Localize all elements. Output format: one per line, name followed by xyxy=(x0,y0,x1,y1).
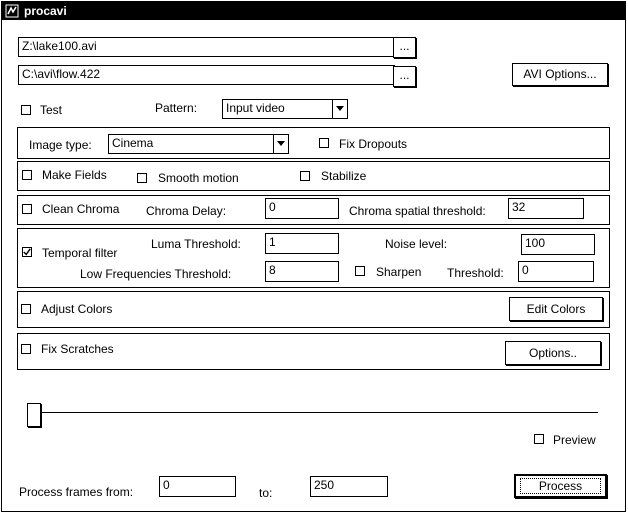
preview-checkbox[interactable] xyxy=(534,434,544,444)
noise-level-label: Noise level: xyxy=(385,237,448,251)
output-file-field[interactable]: C:\avi\flow.422 xyxy=(18,65,395,85)
process-from-field[interactable]: 0 xyxy=(159,476,236,497)
browse-input-button[interactable]: ... xyxy=(393,37,416,58)
app-icon xyxy=(5,4,19,18)
pattern-value: Input video xyxy=(226,101,285,115)
input-file-field[interactable]: Z:\lake100.avi xyxy=(18,37,395,57)
stabilize-checkbox[interactable] xyxy=(300,171,310,181)
low-freq-threshold-label: Low Frequencies Threshold: xyxy=(80,267,232,281)
image-type-group xyxy=(17,127,610,159)
luma-threshold-label: Luma Threshold: xyxy=(151,237,241,251)
chroma-delay-field[interactable]: 0 xyxy=(265,198,339,219)
edit-colors-button[interactable]: Edit Colors xyxy=(509,297,603,321)
fix-scratches-checkbox[interactable] xyxy=(21,344,31,354)
test-label: Test xyxy=(40,103,63,117)
checkmark-icon xyxy=(23,248,31,256)
smooth-motion-label: Smooth motion xyxy=(158,171,239,185)
chroma-spatial-threshold-label: Chroma spatial threshold: xyxy=(349,204,486,218)
frame-slider-track[interactable] xyxy=(28,412,598,413)
temporal-filter-checkbox[interactable] xyxy=(22,247,32,257)
threshold-label: Threshold: xyxy=(447,266,504,280)
fix-dropouts-label: Fix Dropouts xyxy=(339,137,408,151)
chevron-down-icon[interactable] xyxy=(273,135,288,153)
frame-slider-thumb[interactable] xyxy=(27,403,41,427)
make-fields-checkbox[interactable] xyxy=(22,170,32,180)
options-button[interactable]: Options.. xyxy=(505,341,601,365)
pattern-label: Pattern: xyxy=(155,101,198,115)
chroma-spatial-threshold-field[interactable]: 32 xyxy=(508,198,584,219)
title-bar xyxy=(2,2,625,20)
process-to-field[interactable]: 250 xyxy=(310,476,388,497)
sharpen-label: Sharpen xyxy=(376,265,422,279)
threshold-field[interactable]: 0 xyxy=(518,261,594,282)
image-type-value: Cinema xyxy=(112,136,154,150)
chroma-delay-label: Chroma Delay: xyxy=(146,204,227,218)
fix-scratches-label: Fix Scratches xyxy=(41,342,114,356)
process-button-label: Process xyxy=(520,478,601,494)
low-freq-threshold-field[interactable]: 8 xyxy=(265,261,339,282)
process-frames-from-label: Process frames from: xyxy=(19,485,134,499)
clean-chroma-checkbox[interactable] xyxy=(22,204,32,214)
image-type-label: Image type: xyxy=(29,138,92,152)
adjust-colors-checkbox[interactable] xyxy=(21,304,31,314)
sharpen-checkbox[interactable] xyxy=(355,266,365,276)
fix-dropouts-checkbox[interactable] xyxy=(319,138,329,148)
preview-label: Preview xyxy=(553,433,596,447)
smooth-motion-checkbox[interactable] xyxy=(137,173,147,183)
avi-options-button[interactable]: AVI Options... xyxy=(512,63,608,86)
pattern-dropdown[interactable] xyxy=(222,99,348,119)
chevron-down-icon[interactable] xyxy=(332,100,347,118)
process-frames-to-label: to: xyxy=(259,486,273,500)
noise-level-field[interactable]: 100 xyxy=(521,234,595,255)
test-checkbox[interactable] xyxy=(21,105,31,115)
stabilize-label: Stabilize xyxy=(321,169,367,183)
image-type-dropdown[interactable] xyxy=(108,134,289,154)
clean-chroma-label: Clean Chroma xyxy=(42,202,120,216)
temporal-filter-label: Temporal filter xyxy=(42,246,118,260)
process-button[interactable] xyxy=(514,474,607,498)
make-fields-label: Make Fields xyxy=(42,168,107,182)
luma-threshold-field[interactable]: 1 xyxy=(265,233,339,254)
adjust-colors-label: Adjust Colors xyxy=(41,302,113,316)
browse-output-button[interactable]: ... xyxy=(393,66,416,87)
window-title: procavi xyxy=(24,4,67,18)
